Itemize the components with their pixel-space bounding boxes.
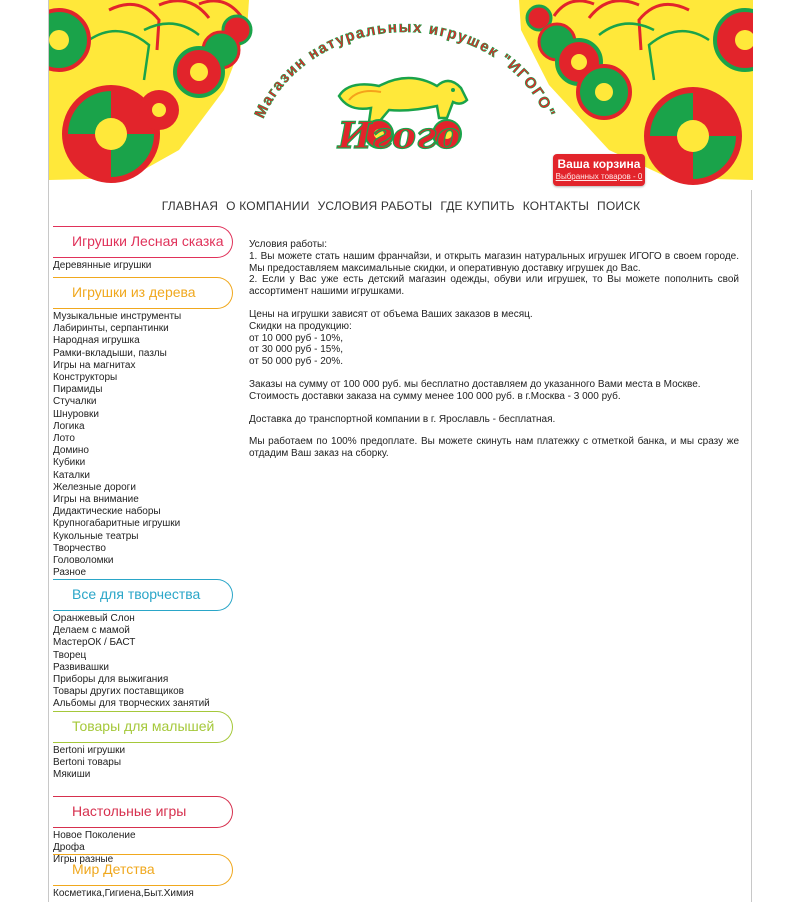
sidebar-link[interactable]: Разное (53, 567, 87, 579)
content-line: Мы работаем по 100% предоплате. Вы можете скинуть нам платежку с отметкой банка, и мы сразу же отдадим Ваш заказ на сборку. (249, 436, 739, 460)
content-line: Заказы на сумму от 100 000 руб. мы бесплатно доставляем до указанного Вами места в Москве. (249, 378, 701, 390)
sidebar-link[interactable]: Творчество (53, 542, 106, 554)
category-header[interactable] (53, 226, 235, 260)
category-header[interactable] (53, 796, 235, 830)
content-line: Цены на игрушки зависят от объема Ваших заказов в месяц. (249, 308, 533, 320)
sidebar-category (53, 711, 235, 782)
category-title[interactable]: Настольные игры (72, 803, 187, 819)
category-header[interactable] (53, 277, 235, 311)
sidebar-link[interactable]: Приборы для выжигания (53, 674, 169, 686)
sidebar-link[interactable]: Шнуровки (53, 408, 99, 420)
sidebar-link[interactable]: Товары других поставщиков (53, 686, 184, 698)
header-banner (49, 0, 753, 190)
sidebar-link[interactable]: Игры на магнитах (53, 359, 136, 371)
sidebar-link[interactable]: Домино (53, 445, 89, 457)
sidebar-category (53, 226, 235, 272)
sidebar-link[interactable]: Дидактические наборы (53, 506, 161, 518)
sidebar-link[interactable]: Игры разные (53, 854, 114, 866)
sidebar-link[interactable]: Альбомы для творческих занятий (53, 698, 210, 710)
banner-graphic (49, 0, 753, 190)
category-title[interactable]: Игрушки Лесная сказка (72, 233, 224, 249)
sidebar-link[interactable]: Рамки-вкладыши, пазлы (53, 347, 167, 359)
content-paragraph (249, 436, 739, 460)
main-nav (49, 199, 753, 217)
sidebar-link[interactable]: Дрофа (53, 842, 85, 854)
sidebar-link[interactable]: Музыкальные инструменты (53, 311, 182, 322)
content-line: Условия работы: (249, 239, 328, 250)
nav-link-4[interactable]: КОНТАКТЫ (522, 199, 590, 213)
sidebar-link[interactable]: Народная игрушка (53, 335, 140, 347)
content-paragraph (249, 239, 739, 298)
content-line: от 30 000 руб - 15%, (249, 344, 344, 356)
sidebar-link[interactable]: Косметика,Гигиена,Быт.Химия (53, 888, 194, 899)
category-title[interactable]: Мир Детства (72, 861, 155, 877)
sidebar-link[interactable]: Головоломки (53, 555, 114, 567)
sidebar-link[interactable]: Пирамиды (53, 384, 103, 396)
sidebar-link[interactable]: Стучалки (53, 396, 97, 408)
content-line: 2. Если у Вас уже есть детский магазин одежды, обуви или игрушек, то Вы можете пополнить свой ассортимент нашими игрушками. (249, 274, 739, 298)
category-items (53, 888, 235, 900)
content-line: 1. Вы можете стать нашим франчайзи, и открыть магазин натуральных игрушек ИГОГО в своем городе. Мы предоставляем максимальные скидки, и оперативную доставку игрушек до Вас. (249, 250, 739, 274)
sidebar-link[interactable]: Игры на внимание (53, 494, 139, 506)
nav-link-0[interactable]: ГЛАВНАЯ (161, 199, 219, 213)
category-title[interactable]: Товары для малышей (72, 718, 215, 734)
sidebar-link[interactable]: Конструкторы (53, 372, 118, 384)
cart-items-link[interactable]: Выбранных товаров - 0 (555, 172, 643, 181)
category-header[interactable] (53, 854, 235, 888)
sidebar-link[interactable]: Лабиринты, серпантинки (53, 323, 169, 335)
sidebar-link[interactable]: Логика (53, 420, 85, 432)
category-items (53, 311, 235, 579)
content-paragraph (249, 414, 739, 426)
sidebar-link[interactable]: Развивашки (53, 661, 110, 673)
category-items (53, 745, 235, 782)
sidebar-link[interactable]: Кукольные театры (53, 530, 139, 542)
arc-title: Магазин натуральных игрушек "ИГОГО" (251, 18, 559, 121)
left-horse-wheels-decoration (49, 0, 251, 180)
cart-title[interactable]: Ваша корзина (557, 157, 641, 171)
cart-widget[interactable] (553, 154, 645, 186)
logo-text: Игого (337, 115, 461, 157)
page (48, 0, 752, 902)
content-line: Стоимость доставки заказа на сумму менее 100 000 руб. в г.Москва - 3 000 руб. (249, 390, 621, 402)
category-title[interactable]: Все для творчества (72, 586, 201, 602)
sidebar-link[interactable]: Железные дороги (53, 481, 136, 493)
sidebar-link[interactable]: МастерОК / БАСТ (53, 637, 136, 649)
content-paragraph (249, 379, 739, 403)
sidebar-link[interactable]: Bertoni товары (53, 757, 122, 769)
sidebar-link[interactable]: Творец (53, 649, 87, 661)
content-line: Скидки на продукцию: (249, 320, 352, 332)
sidebar-link[interactable]: Лото (53, 433, 75, 445)
category-header[interactable] (53, 579, 235, 613)
category-items (53, 613, 235, 711)
sidebar-link[interactable]: Кубики (53, 457, 86, 469)
sidebar-link[interactable]: Оранжевый Слон (53, 613, 135, 624)
sidebar-link[interactable]: Bertoni игрушки (53, 745, 126, 756)
sidebar-link[interactable]: Крупногабаритные игрушки (53, 518, 181, 530)
sidebar-link[interactable]: Каталки (53, 469, 90, 481)
content-line: Доставка до транспортной компании в г. Ярославль - бесплатная. (249, 413, 556, 425)
content-paragraph (249, 309, 739, 368)
nav-link-3[interactable]: ГДЕ КУПИТЬ (440, 199, 515, 213)
sidebar-category (53, 579, 235, 711)
sidebar-category (53, 854, 235, 900)
nav-link-1[interactable]: О КОМПАНИИ (226, 199, 310, 213)
nav-link-5[interactable]: ПОИСК (597, 199, 641, 213)
main-content (249, 239, 739, 471)
category-items (53, 260, 235, 272)
sidebar-link[interactable]: Мякиши (53, 769, 91, 781)
nav-link-2[interactable]: УСЛОВИЯ РАБОТЫ (317, 199, 433, 213)
content-line: от 50 000 руб - 20%. (249, 356, 344, 368)
category-title[interactable]: Игрушки из дерева (72, 284, 196, 300)
sidebar-link[interactable]: Деревянные игрушки (53, 260, 152, 271)
sidebar-link[interactable]: Делаем с мамой (53, 625, 130, 637)
category-header[interactable] (53, 711, 235, 745)
content-line: от 10 000 руб - 10%, (249, 332, 344, 344)
sidebar-category (53, 277, 235, 579)
sidebar-link[interactable]: Новое Поколение (53, 830, 136, 841)
